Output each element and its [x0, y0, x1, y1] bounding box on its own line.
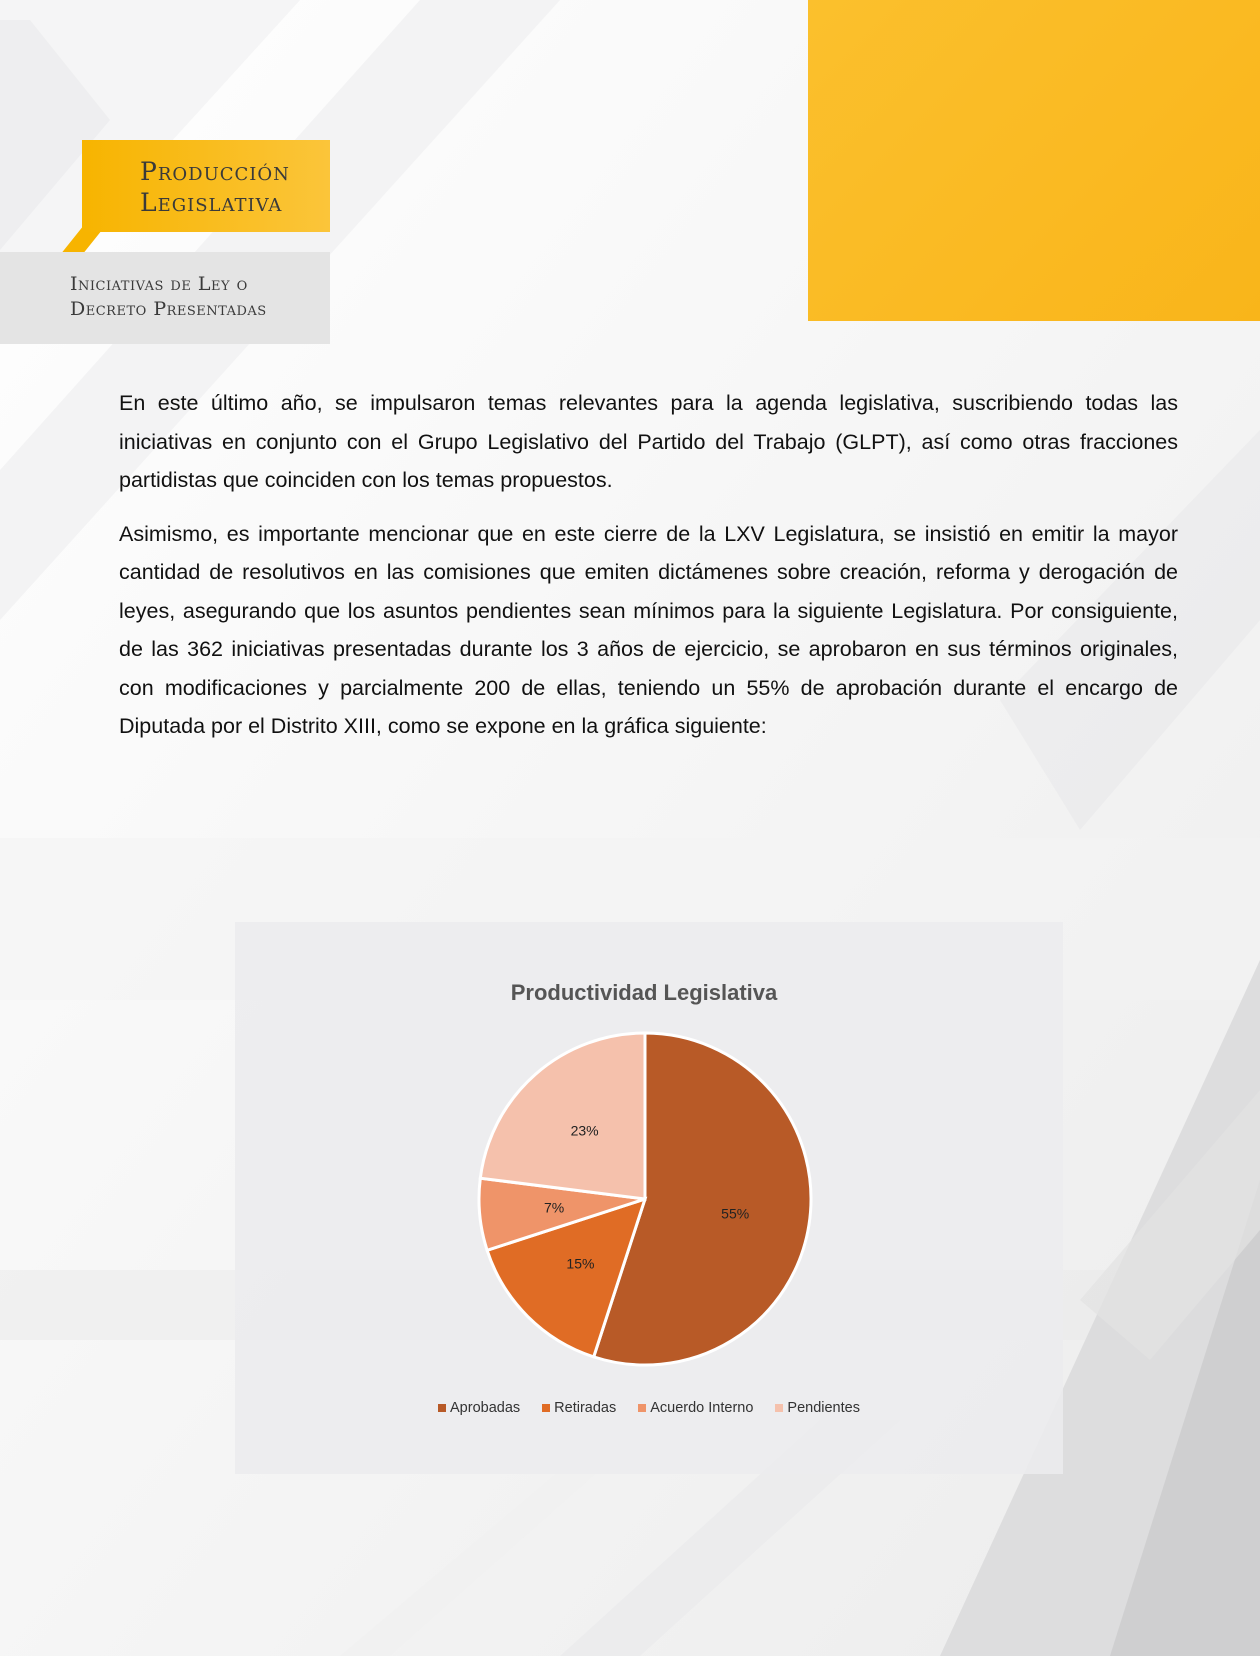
legend-label: Retiradas — [554, 1400, 617, 1416]
yellow-corner-block — [808, 0, 1260, 321]
data-label-pendientes: 23% — [570, 1122, 599, 1139]
chart-legend — [235, 1396, 1063, 1420]
legend-label: Aprobadas — [450, 1400, 521, 1416]
legend-swatch — [638, 1404, 646, 1412]
legend-item-acuerdo-interno — [638, 1400, 753, 1416]
legend-item-retiradas — [542, 1400, 616, 1416]
pie-chart — [235, 922, 1063, 1474]
data-label-acuerdo-interno: 7% — [543, 1199, 565, 1216]
legend-item-aprobadas — [438, 1400, 520, 1416]
body-text — [119, 384, 1178, 761]
paragraph-summary: Asimismo, es importante mencionar que en este cierre de la LXV Legislatura, se insistió en emitir la mayor cantidad de resolutivos en las comisiones que emiten dictámenes sobre creación, reforma y derogación de leyes, asegurando que los asuntos pendientes sean mínimos para la siguiente Legislatura. Por consiguiente, de las 362 iniciativas presentadas durante los 3 años de ejercicio, se aprobaron en sus términos originales, con modificaciones y parcialmente 200 de ellas, teniendo un 55% de aprobación durante el encargo de Diputada por el Distrito XIII, como se expone en la gráfica siguiente: — [119, 521, 1178, 738]
chart-title: Productividad Legislativa — [510, 980, 778, 1005]
legend-swatch — [775, 1404, 783, 1412]
paragraph-intro: En este último año, se impulsaron temas relevantes para la agenda legislativa, suscribiendo todas las iniciativas en conjunto con el Grupo Legislativo del Partido del Trabajo (GLPT), así como otras fracciones partidistas que coinciden con los temas propuestos. — [119, 391, 1178, 492]
pie-slice-pendientes — [480, 1033, 645, 1199]
data-label-aprobadas: 55% — [721, 1205, 750, 1222]
legend-swatch — [542, 1404, 550, 1412]
legend-label: Acuerdo Interno — [650, 1400, 754, 1416]
section-subtitle: Iniciativas de Ley o Decreto Presentadas — [70, 273, 267, 320]
legend-item-pendientes — [775, 1400, 860, 1416]
data-label-retiradas: 15% — [566, 1255, 595, 1272]
section-title: Producción Legislativa — [140, 157, 290, 217]
legend-label: Pendientes — [787, 1400, 860, 1416]
legend-swatch — [438, 1404, 446, 1412]
pie-chart-card — [235, 922, 1063, 1474]
